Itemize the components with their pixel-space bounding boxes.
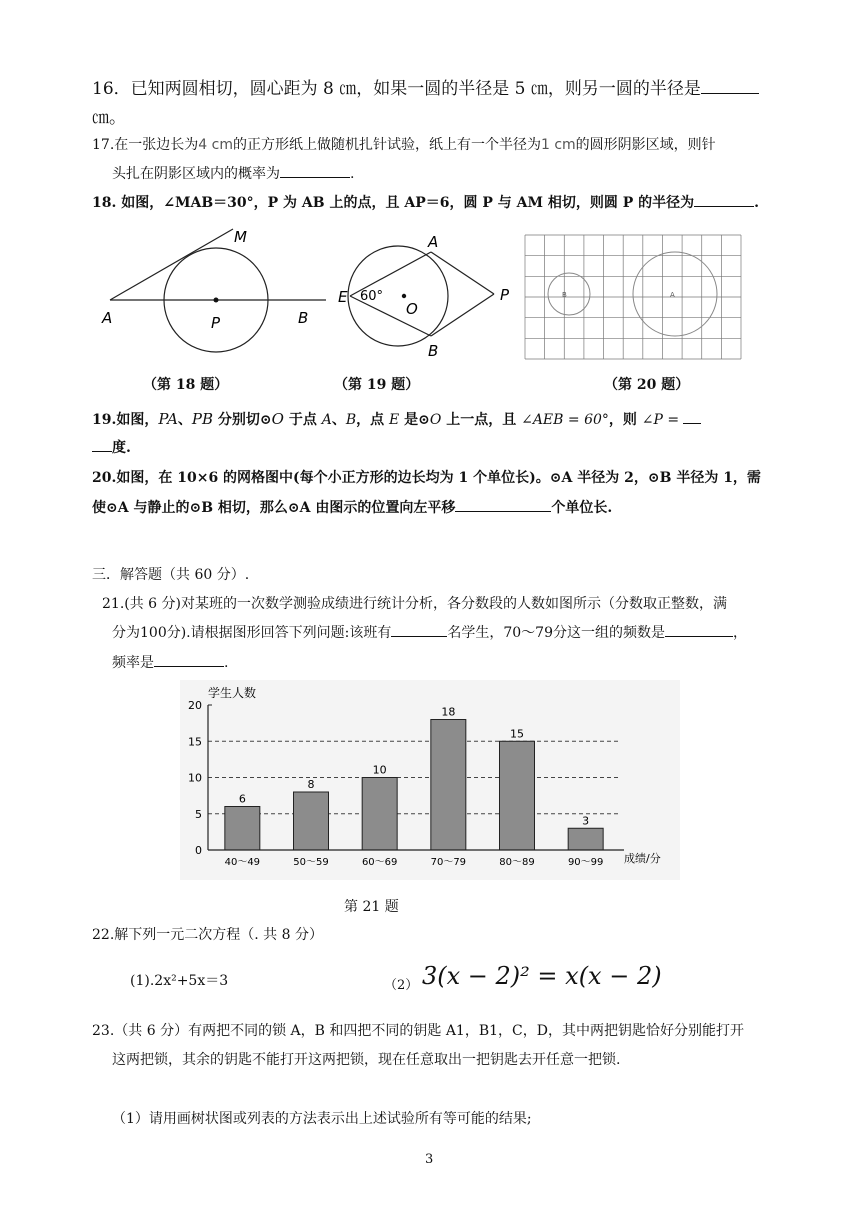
chart-x-tick-label: 70～79	[430, 857, 467, 868]
q22-equation-2: 3(x − 2)² = x(x − 2)	[422, 962, 662, 990]
q17-text-line2: 头扎在阴影区域内的概率为	[112, 166, 280, 182]
chart-y-tick-label: 20	[188, 699, 202, 712]
q20-line2	[92, 497, 612, 517]
q19-text-line2: 度.	[112, 440, 131, 456]
q21-blank-frequency	[665, 636, 733, 637]
fig19-label-B: B	[428, 342, 439, 360]
q17-text-b: 的正方形纸上做随机扎针试验，纸上有一个半径为	[232, 137, 541, 153]
q19-line1	[92, 409, 701, 429]
fig19-label-O: O	[406, 300, 418, 318]
fig20-label-B: B	[562, 291, 567, 299]
q19-point-e: E	[389, 412, 400, 428]
fig20-caption: （第 20 题）	[604, 377, 690, 393]
chart-data-label: 3	[582, 814, 590, 828]
chart-x-tick-label: 90～99	[567, 857, 604, 868]
q18-answer-blank	[694, 192, 754, 207]
chart-bar	[568, 828, 603, 850]
q21-text-a: 分为100分).请根据图形回答下列问题:该班有	[112, 625, 392, 641]
chart-y-axis-title: 学生人数	[208, 686, 257, 700]
q20-text-b: 个单位长.	[551, 500, 613, 516]
q19-o1: O	[271, 410, 284, 428]
figure-20	[524, 234, 744, 362]
chart-y-tick-label: 15	[188, 735, 202, 749]
q19-pa: PA	[158, 410, 178, 428]
chart-data-label: 10	[372, 763, 387, 777]
q16-answer-blank	[701, 79, 759, 94]
q17-answer-blank	[280, 163, 350, 178]
chart-y-tick-label: 5	[195, 807, 202, 821]
chart-bar	[362, 778, 397, 851]
fig19-label-P: P	[500, 286, 510, 304]
chart-data-label: 18	[441, 705, 456, 719]
fig18-label-M: M	[234, 228, 247, 246]
q17-line1	[92, 134, 716, 154]
q19-answer-blank-a	[683, 409, 701, 424]
q21-line1: 21.(共 6 分)对某班的一次数学测验成绩进行统计分析，各分数段的人数如图所示（分数取正整数，满	[102, 596, 727, 612]
q21-line2	[112, 622, 747, 642]
q21-caption: 第 21 题	[344, 899, 399, 915]
fig18-label-A: A	[102, 309, 113, 327]
section-3-heading: 三．解答题（共 60 分）.	[92, 567, 250, 583]
chart-bar	[225, 807, 260, 851]
q17-text-a: 17.在一张边长为	[92, 137, 199, 153]
chart-x-tick-label: 60～69	[361, 857, 398, 868]
q19-angle-p: ∠P =	[641, 412, 680, 428]
q20-answer-blank	[455, 497, 551, 512]
fig18-caption: （第 18 题）	[143, 377, 229, 393]
q19-text-b: 分别切⊙	[213, 412, 272, 428]
fig18-label-B: B	[298, 309, 309, 327]
q18-text: 18. 如图，∠MAB＝30°，P 为 AB 上的点，且 AP＝6，圆 P 与 AM 相切，则圆 P 的半径为	[92, 195, 695, 211]
q19-text-g: ，则	[608, 412, 642, 428]
q19-text-f: 上一点，且	[441, 412, 522, 428]
q19-answer-blank-b	[92, 437, 112, 452]
fig19-label-A: A	[428, 233, 439, 251]
figure-18	[98, 222, 333, 362]
fig20-label-A: A	[670, 291, 675, 299]
q21-text-b: 名学生，70～79分这一组的频数是	[447, 625, 665, 641]
q19-text-e: 是⊙	[399, 412, 430, 428]
chart-data-label: 8	[307, 778, 315, 791]
chart-data-label: 6	[238, 792, 246, 806]
q22-title: 22.解下列一元二次方程（. 共 8 分）	[92, 927, 323, 943]
q17-text-c: 的圆形阴影区域，则针	[575, 137, 716, 153]
q21-blank-rate	[154, 666, 224, 667]
chart-y-tick-label: 10	[188, 771, 202, 785]
chart-bar	[294, 792, 329, 850]
q16-line2: ㎝。	[92, 108, 126, 128]
fig19-label-E: E	[338, 288, 348, 306]
q18-end: .	[754, 195, 760, 211]
q16-text: 16．已知两圆相切，圆心距为 8 ㎝，如果一圆的半径是 5 ㎝，则另一圆的半径是	[92, 79, 701, 99]
q17-line2	[112, 163, 354, 183]
q19-sep2: 、	[331, 412, 346, 428]
q21-line3	[112, 652, 228, 672]
q19-sep1: 、	[177, 412, 192, 428]
q21-text-d: 频率是	[112, 655, 154, 671]
q23-line2: 这两把锁，其余的钥匙不能打开这两把锁，现在任意取出一把钥匙去开任意一把锁.	[112, 1052, 621, 1068]
fig19-angle-label: 60°	[360, 289, 384, 304]
q19-line2	[92, 437, 131, 457]
q18-line	[92, 192, 759, 212]
q22-equation-2-label: （2）	[384, 978, 419, 993]
chart-y-tick-label: 0	[195, 844, 202, 857]
chart-bar	[431, 720, 466, 851]
q21-text-c: ，	[733, 625, 747, 641]
q20-line1: 20.如图，在 10×6 的网格图中(每个小正方形的边长均为 1 个单位长)。⊙A 半径为 2，⊙B 半径为 1，需	[92, 470, 761, 486]
page-number: 3	[425, 1152, 434, 1167]
q19-point-b: B	[345, 412, 357, 428]
fig19-caption: （第 19 题）	[334, 377, 420, 393]
q21-text-e: .	[224, 655, 229, 671]
figure-19	[330, 228, 525, 363]
q19-text-d: ，点	[356, 412, 390, 428]
q19-text-c: 于点	[283, 412, 322, 428]
q22-equation-1: (1).2x²+5x＝3	[130, 973, 229, 989]
q21-blank-total	[391, 636, 447, 637]
q19-point-a: A	[321, 412, 332, 428]
q17-side-length: 4 cm	[198, 137, 233, 153]
q19-angle: ∠AEB = 60°	[521, 412, 609, 428]
q17-radius: 1 cm	[540, 137, 576, 153]
q17-end: .	[350, 166, 355, 182]
chart-bar	[500, 741, 535, 850]
chart-x-tick-label: 80～89	[499, 857, 535, 868]
chart-data-label: 15	[510, 727, 524, 741]
q19-pb: PB	[191, 410, 214, 428]
q19-o2: O	[429, 412, 442, 428]
fig18-label-P: P	[211, 314, 221, 332]
q21-bar-chart	[180, 680, 680, 880]
chart-x-tick-label: 50～59	[293, 857, 329, 868]
q20-text-a: 使⊙A 与静止的⊙B 相切，那么⊙A 由图示的位置向左平移	[92, 500, 456, 516]
chart-x-tick-label: 40～49	[224, 857, 261, 868]
q23-line1: 23.（共 6 分）有两把不同的锁 A，B 和四把不同的钥匙 A1，B1，C，D，其中两把钥匙恰好分别能打开	[92, 1023, 744, 1039]
q16-line1	[92, 74, 759, 99]
q23-sub1: （1）请用画树状图或列表的方法表示出上述试验所有等可能的结果;	[112, 1111, 532, 1127]
q19-text-a: 19.如图，	[92, 412, 159, 428]
chart-x-axis-title: 成绩/分	[624, 852, 661, 865]
